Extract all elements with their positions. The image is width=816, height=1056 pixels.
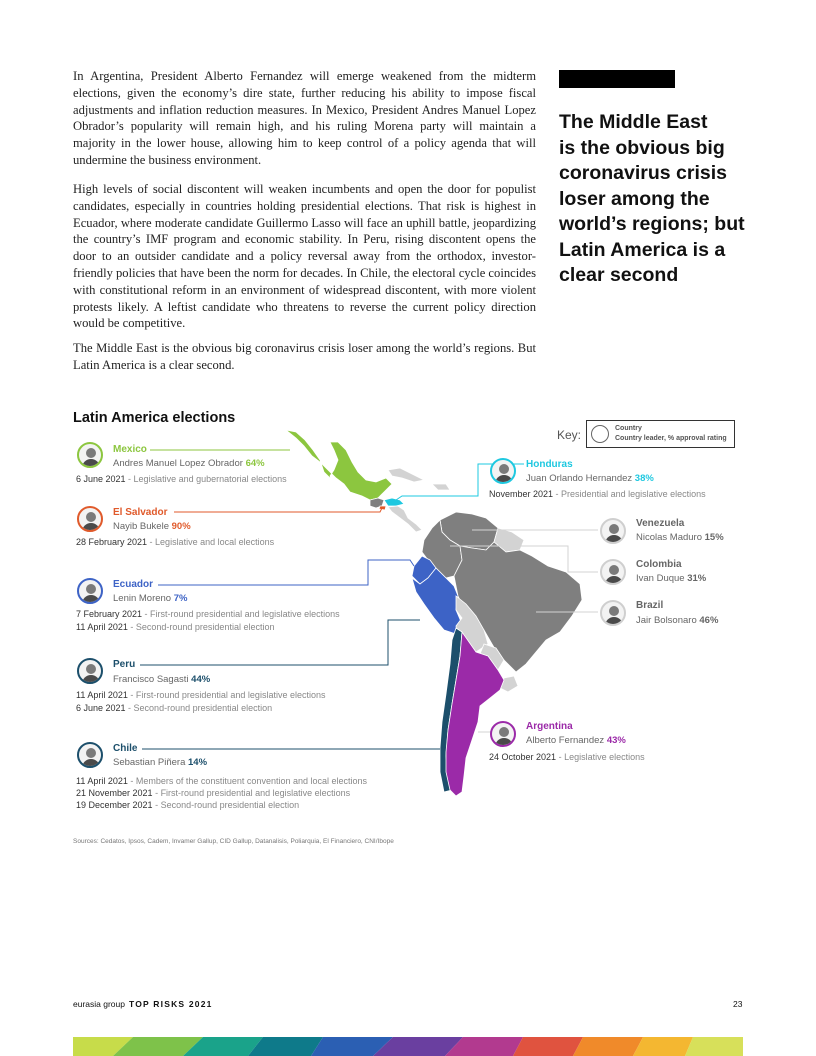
argentina-election-date: 24 October 2021 - Legislative elections	[489, 752, 645, 762]
colombia-approval: 31%	[687, 573, 707, 584]
body-paragraph-2: High levels of social discontent will weaken incumbents and open the door for populist candidates, especially in countries holding presidential elections. That risk is highest in Ecuador, where moderate candidate Guillermo Lasso will face an uphill battle, jeopardizing the country’s IMF program and economic stability. In Peru, rising discontent opens the door to an outsider candidate and a policy reversal away from the orthodox, investor-friendly policies that have been the norm for decades. In Chile, the electoral cycle coincides with constitutional reform in an environment of widespread discontent, with more violent protests likely. A leftist candidate who threatens to reverse the current policy direction would be competitive.	[73, 182, 536, 331]
date-value: 21 November 2021	[76, 788, 153, 798]
el-salvador-approval: 90%	[171, 521, 191, 532]
mexico-leader-avatar	[77, 442, 103, 468]
chile-leader-name: Sebastian Piñera	[113, 757, 186, 768]
pullquote-line: clear second	[559, 264, 679, 286]
ecuador-country-label: Ecuador	[113, 579, 154, 590]
peru-country-label: Peru	[113, 659, 136, 670]
argentina-country-label: Argentina	[526, 721, 573, 732]
map-hispaniola	[432, 484, 450, 490]
pullquote-line: Latin America is a	[559, 238, 726, 261]
ecuador-leader-name: Lenin Moreno	[113, 593, 172, 604]
date-description: First-round presidential and legislative elections	[135, 690, 326, 700]
ecuador-leader-label	[113, 593, 187, 604]
honduras-approval: 38%	[634, 473, 654, 484]
footer-brand	[73, 999, 213, 1009]
el-salvador-leader-name: Nayib Bukele	[113, 521, 169, 532]
date-value: 7 February 2021	[76, 609, 143, 619]
colombia-leader-label	[636, 573, 706, 584]
map-sources: Sources: Cedatos, Ipsos, Cadem, Invamer Gallup, CID Gallup, Datanalisis, Poliarquia, El Financiero, CNI/Ibope	[73, 838, 394, 845]
body-paragraph-3: The Middle East is the obvious big coronavirus crisis loser among the world’s regions. But Latin America is a clear second.	[73, 341, 536, 372]
map-central-america	[388, 506, 422, 532]
pullquote-line: The Middle East	[559, 111, 708, 133]
peru-leader-avatar	[77, 658, 103, 684]
date-value: 11 April 2021	[76, 622, 128, 632]
venezuela-leader-label	[636, 532, 724, 543]
argentina-leader-label	[526, 735, 626, 746]
ecuador-approval: 7%	[173, 593, 188, 604]
venezuela-country-label: Venezuela	[636, 518, 685, 529]
el-salvador-leader-label	[113, 521, 191, 532]
key-line-1: Country	[615, 425, 642, 432]
el-salvador-country-label: El Salvador	[113, 507, 168, 518]
map-mexico	[286, 430, 392, 500]
el-salvador-election-date: 28 February 2021 - Legislative and local elections	[76, 537, 275, 547]
colombia-leader-name: Ivan Duque	[636, 573, 685, 584]
peru-approval: 44%	[191, 674, 211, 685]
key-line-2: Country leader, % approval rating	[615, 435, 727, 442]
footer-color-strip	[73, 1037, 743, 1056]
argentina-leader-name: Alberto Fernandez	[526, 735, 605, 746]
date-value: 11 April 2021	[76, 690, 128, 700]
venezuela-leader-name: Nicolas Maduro	[636, 532, 702, 543]
honduras-leader-avatar	[490, 458, 516, 484]
mexico-approval: 64%	[245, 458, 265, 469]
mexico-country-label: Mexico	[113, 444, 147, 455]
mexico-leader-label	[113, 458, 265, 469]
date-value: 19 December 2021	[76, 800, 153, 810]
ecuador-election-date-2: 11 April 2021 - Second-round presidential election	[76, 622, 275, 632]
footer-doc-title: TOP RISKS 2021	[128, 999, 213, 1009]
map-el-salvador	[379, 506, 386, 510]
date-description: Legislative elections	[564, 752, 645, 762]
date-description: Legislative and local elections	[155, 537, 275, 547]
venezuela-approval: 15%	[704, 532, 724, 543]
date-description: Presidential and legislative elections	[561, 489, 706, 499]
colombia-country-label: Colombia	[636, 559, 682, 570]
argentina-leader-avatar	[490, 721, 516, 747]
leader-line-ecuador	[158, 560, 414, 585]
peru-election-date-2: 6 June 2021 - Second-round presidential election	[76, 703, 273, 713]
brazil-approval: 46%	[699, 615, 719, 626]
colombia-leader-avatar	[600, 559, 626, 585]
date-description: First-round presidential and legislative elections	[160, 788, 351, 798]
date-value: 6 June 2021	[76, 474, 126, 484]
pullquote-line: is the obvious big	[559, 136, 725, 159]
date-description: Second-round presidential election	[160, 800, 300, 810]
date-value: 6 June 2021	[76, 703, 126, 713]
body-paragraph-1: In Argentina, President Alberto Fernandez will emerge weakened from the midterm elections, given the economy’s dire state, further reducing his ability to impose fiscal adjustments and inflation reduction measures. In Mexico, President Andres Manuel Lopez Obrador’s popularity will remain high, and his ruling Morena party will maintain a majority in the lower house, allowing him to keep control of a policy agenda that will undermine the business environment.	[73, 69, 536, 167]
pullquote-line: world’s regions; but	[559, 213, 745, 235]
brazil-leader-name: Jair Bolsonaro	[636, 615, 697, 626]
date-description: Second-round presidential election	[133, 703, 273, 713]
brazil-leader-avatar	[600, 600, 626, 626]
venezuela-leader-avatar	[600, 518, 626, 544]
chile-approval: 14%	[188, 757, 208, 768]
date-description: Second-round presidential election	[135, 622, 275, 632]
chile-election-date-2: 21 November 2021 - First-round presidential and legislative elections	[76, 788, 351, 798]
map-honduras	[384, 498, 404, 506]
pullquote-line: coronavirus crisis	[559, 162, 727, 184]
leader-line-el-salvador	[174, 508, 382, 512]
el-salvador-leader-avatar	[77, 506, 103, 532]
brazil-country-label: Brazil	[636, 600, 664, 611]
chile-election-date-3: 19 December 2021 - Second-round presidential election	[76, 800, 300, 810]
footer-brand-name: eurasia group	[73, 999, 125, 1009]
honduras-leader-name: Juan Orlando Hernandez	[526, 473, 633, 484]
brazil-leader-label	[636, 615, 718, 626]
honduras-country-label: Honduras	[526, 459, 573, 470]
chile-country-label: Chile	[113, 743, 138, 754]
date-value: 11 April 2021	[76, 776, 128, 786]
date-value: 24 October 2021	[489, 752, 557, 762]
argentina-approval: 43%	[606, 735, 626, 746]
peru-election-date-1: 11 April 2021 - First-round presidential and legislative elections	[76, 690, 326, 700]
date-value: 28 February 2021	[76, 537, 148, 547]
peru-leader-label	[113, 674, 210, 685]
honduras-leader-label	[526, 473, 654, 484]
chile-leader-label	[113, 757, 207, 768]
peru-leader-name: Francisco Sagasti	[113, 674, 189, 685]
ecuador-election-date-1: 7 February 2021 - First-round presidential and legislative elections	[76, 609, 340, 619]
honduras-election-date: November 2021 - Presidential and legislative elections	[489, 489, 706, 499]
date-value: November 2021	[489, 489, 554, 499]
chile-election-date-1: 11 April 2021 - Members of the constituent convention and local elections	[76, 776, 368, 786]
ecuador-leader-avatar	[77, 578, 103, 604]
page-number: 23	[733, 999, 743, 1009]
key-label: Key:	[557, 428, 582, 442]
pullquote-line: loser among the	[559, 187, 710, 210]
map-title: Latin America elections	[73, 410, 236, 426]
date-description: First-round presidential and legislative elections	[150, 609, 340, 619]
mexico-leader-name: Andres Manuel Lopez Obrador	[113, 458, 243, 469]
chile-leader-avatar	[77, 742, 103, 768]
mexico-election-date: 6 June 2021 - Legislative and gubernatorial elections	[76, 474, 287, 484]
date-description: Legislative and gubernatorial elections	[133, 474, 287, 484]
date-description: Members of the constituent convention and local elections	[135, 776, 368, 786]
map-cuba	[388, 468, 424, 482]
